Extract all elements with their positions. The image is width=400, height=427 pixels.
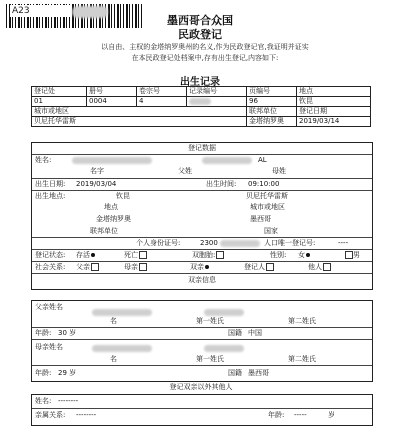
social-mother-option: 母亲 bbox=[124, 263, 147, 272]
father-part-first: 第一姓氏 bbox=[196, 317, 224, 325]
state-value-birth: 金塔纳罗奥 bbox=[96, 215, 131, 223]
sex-male-option: 男 bbox=[344, 251, 360, 260]
social-other-option: 他人 bbox=[308, 263, 331, 272]
other-age-label: 年龄: bbox=[268, 411, 285, 419]
file-value: 4 bbox=[137, 97, 187, 107]
name-part-mother: 母姓 bbox=[272, 167, 286, 175]
other-age-unit: 岁 bbox=[328, 411, 335, 419]
crip-label: 人口唯一登记号: bbox=[264, 239, 316, 247]
city-value: 贝尼托华雷斯 bbox=[32, 117, 247, 127]
birth-place-city: 钦昆 bbox=[116, 192, 130, 200]
name-value: AL bbox=[258, 156, 267, 164]
registered-section-title: 登记数据 bbox=[188, 144, 216, 152]
redacted-father-surname bbox=[204, 309, 244, 316]
other-person-box bbox=[31, 394, 373, 426]
sex-female-option: 女 bbox=[298, 251, 310, 260]
record-value bbox=[187, 97, 247, 107]
father-part-given: 名 bbox=[110, 317, 117, 325]
father-nationality-label: 国籍 bbox=[228, 329, 242, 337]
office-value: 01 bbox=[32, 97, 87, 107]
registered-data-box bbox=[31, 142, 373, 290]
intro-line-2: 在本民政登记处档案中,存有出生登记,内容如下: bbox=[131, 54, 279, 62]
sex-label: 性别: bbox=[270, 251, 287, 259]
mother-nationality-value: 墨西哥 bbox=[248, 369, 269, 377]
mother-part-given: 名 bbox=[110, 355, 117, 363]
document-code: A23 bbox=[10, 5, 72, 17]
record-title: 出生记录 bbox=[180, 77, 220, 88]
redacted-mother-name bbox=[92, 345, 152, 352]
book-value: 0004 bbox=[87, 97, 137, 107]
intro-line-1: 以自由、主权的金塔纳罗奥州的名义,作为民政登记官,我证明并证实 bbox=[101, 43, 309, 51]
selected-dot-icon bbox=[306, 253, 310, 257]
city-area-label: 城市或地区 bbox=[250, 203, 285, 211]
mother-age-value: 29 岁 bbox=[58, 369, 77, 377]
father-age-value: 30 岁 bbox=[58, 329, 77, 337]
birth-date-value: 2019/03/04 bbox=[76, 180, 117, 188]
mother-age-label: 年龄: bbox=[35, 369, 52, 377]
state-value: 金塔纳罗奥 bbox=[247, 117, 297, 127]
redacted-surname bbox=[202, 157, 252, 164]
social-label: 社会关系: bbox=[35, 263, 66, 271]
parents-box bbox=[31, 300, 373, 382]
redacted-name bbox=[72, 157, 152, 164]
col-record-label: 记录编号 bbox=[187, 87, 247, 97]
place-value: 钦昆 bbox=[297, 97, 371, 107]
city-label: 城市或地区 bbox=[32, 107, 247, 117]
other-name-value: -------- bbox=[58, 397, 79, 405]
office-title: 民政登记 bbox=[178, 28, 222, 41]
other-name-label: 姓名: bbox=[35, 397, 52, 405]
country-label: 国家 bbox=[264, 227, 278, 235]
birth-time-value: 09:10:00 bbox=[248, 180, 280, 188]
federal-unit-label: 联邦单位 bbox=[90, 227, 118, 235]
name-label: 姓名: bbox=[35, 156, 52, 164]
place-label: 地点 bbox=[104, 203, 118, 211]
crip-value: ---- bbox=[338, 239, 349, 247]
twin-option: 双胞胎: bbox=[192, 251, 224, 260]
status-label: 登记状态: bbox=[35, 251, 66, 259]
checkbox-icon bbox=[139, 251, 147, 259]
country-title: 墨西哥合众国 bbox=[167, 14, 233, 27]
father-part-second: 第二姓氏 bbox=[288, 317, 316, 325]
selected-dot-icon bbox=[91, 253, 95, 257]
mother-part-second: 第二姓氏 bbox=[288, 355, 316, 363]
redacted-father-name bbox=[92, 309, 152, 316]
social-registrant-option: 登记人 bbox=[244, 263, 274, 272]
father-age-label: 年龄: bbox=[35, 329, 52, 337]
mother-name-label: 母亲姓名 bbox=[35, 343, 63, 351]
selected-dot-icon bbox=[205, 265, 209, 269]
name-part-father: 父姓 bbox=[178, 167, 192, 175]
birth-place-municipality: 贝尼托华雷斯 bbox=[246, 192, 288, 200]
curp-value: 2300 bbox=[200, 239, 218, 247]
other-age-value: ----- bbox=[294, 411, 307, 419]
other-relation-label: 亲属关系: bbox=[35, 411, 66, 419]
country-value: 墨西哥 bbox=[250, 215, 271, 223]
page-value: 96 bbox=[247, 97, 297, 107]
redacted-curp bbox=[220, 240, 260, 247]
parents-section-title: 双亲信息 bbox=[188, 276, 216, 284]
date-value: 2019/03/14 bbox=[297, 117, 371, 127]
father-name-label: 父亲姓名 bbox=[35, 303, 63, 311]
curp-label: 个人身份证号: bbox=[136, 239, 181, 247]
status-alive-option: 存活 bbox=[76, 251, 95, 260]
social-father-option: 父亲 bbox=[76, 263, 99, 272]
social-parents-option: 双亲 bbox=[190, 263, 209, 272]
checkbox-icon bbox=[345, 251, 353, 259]
redacted-mother-surname bbox=[204, 345, 244, 352]
other-relation-value: -------- bbox=[76, 411, 97, 419]
date-label: 登记日期 bbox=[297, 107, 371, 117]
col-book-label: 册号 bbox=[87, 87, 137, 97]
mother-part-first: 第一姓氏 bbox=[196, 355, 224, 363]
birth-date-label: 出生日期: bbox=[35, 180, 66, 188]
registry-header-table bbox=[31, 86, 371, 127]
name-part-given: 名字 bbox=[90, 167, 104, 175]
status-dead-option: 死亡 bbox=[124, 251, 147, 260]
birth-place-label: 出生地点: bbox=[35, 192, 66, 200]
col-file-label: 卷宗号 bbox=[137, 87, 187, 97]
birth-time-label: 出生时间: bbox=[206, 180, 237, 188]
col-page-label: 页编号 bbox=[247, 87, 297, 97]
other-section-title: 登记双亲以外其他人 bbox=[169, 383, 233, 391]
col-place-label: 地点 bbox=[297, 87, 371, 97]
mother-nationality-label: 国籍 bbox=[228, 369, 242, 377]
checkbox-icon bbox=[216, 251, 224, 259]
col-office-label: 登记处 bbox=[32, 87, 87, 97]
state-label: 联邦单位 bbox=[247, 107, 297, 117]
father-nationality-value: 中国 bbox=[248, 329, 262, 337]
